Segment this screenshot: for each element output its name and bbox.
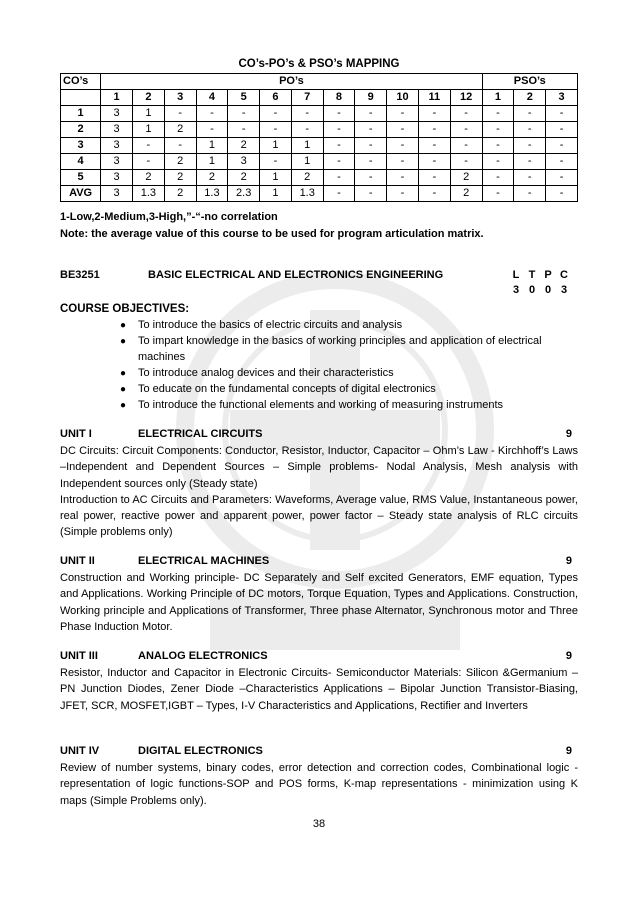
bullet-icon: ● xyxy=(120,383,127,395)
unit-paragraph: Introduction to AC Circuits and Parameters: Waveforms, Average value, RMS Value, Instantaneous power, real power, reactive power and apparent power, power factor – Steady state analysis of RLC circuits (Simple problems only) xyxy=(60,493,578,539)
table-cell: 3 xyxy=(101,122,133,138)
table-row xyxy=(61,106,578,122)
table-cell: 1 xyxy=(260,186,292,202)
po-number-header: 3 xyxy=(164,90,196,106)
correlation-legend: 1-Low,2-Medium,3-High,”-“-no correlation xyxy=(60,211,278,223)
list-item xyxy=(120,398,578,414)
unit-heading xyxy=(60,648,578,665)
unit-section xyxy=(60,648,578,714)
unit-name: UNIT III xyxy=(60,650,98,662)
objective-text: To introduce analog devices and their characteristics xyxy=(138,366,394,379)
unit-paragraph: DC Circuits: Circuit Components: Conductor, Resistor, Inductor, Capacitor – Ohm’s Law - Kirchhoff’s Laws –Independent and Dependent Sources – Simple problems- Nodal Analysis, Mesh analysis with Independent sources only (Steady state) xyxy=(60,445,578,490)
ltpc-value: 3 xyxy=(560,284,568,296)
unit-paragraph: Resistor, Inductor and Capacitor in Electronic Circuits- Semiconductor Materials: Silicon &Germanium – PN Junction Diodes, Zener Diode –Characteristics Applications – Bipolar Junction Transistor-Biasing, JFET, SCR, MOSFET,IGBT – Types, I-V Characteristics and Applications, Rectifier and Inverters xyxy=(60,667,578,712)
table-cell: - xyxy=(260,106,292,122)
table-cell: - xyxy=(355,154,387,170)
table-cell: 2 xyxy=(164,154,196,170)
table-row xyxy=(61,170,578,186)
unit-hours: 9 xyxy=(565,745,572,757)
table-cell: 3 xyxy=(101,138,133,154)
table-row xyxy=(61,186,578,202)
table-cell: 2 xyxy=(196,170,228,186)
mapping-note: Note: the average value of this course to be used for program articulation matrix. xyxy=(60,228,484,240)
table-cell: - xyxy=(228,106,260,122)
table-cell: - xyxy=(323,154,355,170)
ltpc-values xyxy=(508,284,578,296)
table-cell: - xyxy=(514,170,546,186)
co-po-mapping-table xyxy=(60,73,578,202)
table-row xyxy=(61,122,578,138)
po-number-header: 11 xyxy=(418,90,450,106)
bullet-icon: ● xyxy=(120,320,127,331)
unit-hours: 9 xyxy=(565,650,572,662)
table-cell: 2 xyxy=(228,138,260,154)
table-cell: 1.3 xyxy=(133,186,165,202)
co-label-cell: 3 xyxy=(61,138,101,154)
table-cell: - xyxy=(546,170,578,186)
unit-section xyxy=(60,426,578,541)
unit-section xyxy=(60,553,578,635)
po-number-header: 2 xyxy=(133,90,165,106)
table-cell: - xyxy=(450,122,482,138)
table-cell: 2 xyxy=(133,170,165,186)
table-number-row xyxy=(61,90,578,106)
table-cell: - xyxy=(418,186,450,202)
table-row xyxy=(61,154,578,170)
table-cell: - xyxy=(323,170,355,186)
table-cell: - xyxy=(418,170,450,186)
table-cell: 3 xyxy=(101,186,133,202)
bullet-icon: ● xyxy=(120,399,127,411)
table-cell: - xyxy=(355,106,387,122)
table-cell: 2 xyxy=(450,186,482,202)
course-code: BE3251 xyxy=(60,269,100,281)
pso-number-header: 2 xyxy=(514,90,546,106)
co-label-cell: 1 xyxy=(61,106,101,122)
unit-hours: 9 xyxy=(565,428,572,440)
table-cell: - xyxy=(514,154,546,170)
course-title: BASIC ELECTRICAL AND ELECTRONICS ENGINEERING xyxy=(148,269,444,281)
table-cell: - xyxy=(482,186,514,202)
table-cell: 1 xyxy=(196,138,228,154)
table-cell: 2 xyxy=(228,170,260,186)
unit-hours: 9 xyxy=(565,555,572,567)
ltpc-value: 0 xyxy=(544,284,552,296)
co-label-cell: 2 xyxy=(61,122,101,138)
objective-text: To introduce the functional elements and working of measuring instruments xyxy=(138,398,504,411)
table-cell: 1 xyxy=(291,138,323,154)
unit-title: ANALOG ELECTRONICS xyxy=(138,650,268,662)
table-cell: - xyxy=(482,170,514,186)
table-cell: - xyxy=(260,122,292,138)
ltpc-credits xyxy=(508,269,578,296)
page-number: 38 xyxy=(312,818,326,830)
unit-name: UNIT IV xyxy=(60,745,100,757)
co-header: CO’s xyxy=(61,74,101,90)
bullet-icon: ● xyxy=(120,336,127,347)
ltpc-labels xyxy=(508,269,578,281)
unit-name: UNIT II xyxy=(60,555,95,567)
table-cell: 2 xyxy=(164,186,196,202)
table-cell: 3 xyxy=(101,154,133,170)
table-cell: - xyxy=(450,106,482,122)
objectives-list xyxy=(120,318,578,414)
table-cell: - xyxy=(450,138,482,154)
table-cell: - xyxy=(323,186,355,202)
table-cell: - xyxy=(546,186,578,202)
table-cell: - xyxy=(164,106,196,122)
objective-text: To educate on the fundamental concepts of digital electronics xyxy=(138,382,436,395)
table-cell: 1 xyxy=(196,154,228,170)
po-number-header: 12 xyxy=(450,90,482,106)
table-cell: - xyxy=(482,122,514,138)
co-label-cell: 5 xyxy=(61,170,101,186)
mapping-legend-block xyxy=(60,209,484,243)
unit-title: ELECTRICAL MACHINES xyxy=(138,555,270,567)
table-cell: - xyxy=(514,122,546,138)
table-cell: - xyxy=(418,154,450,170)
table-cell: - xyxy=(387,122,419,138)
unit-heading xyxy=(60,743,578,760)
table-cell: 1.3 xyxy=(196,186,228,202)
table-cell: - xyxy=(482,106,514,122)
table-cell: - xyxy=(387,138,419,154)
po-number-header: 8 xyxy=(323,90,355,106)
table-cell: - xyxy=(387,106,419,122)
table-cell: - xyxy=(514,106,546,122)
list-item xyxy=(120,334,578,365)
objectives-heading: COURSE OBJECTIVES: xyxy=(60,303,190,315)
table-cell: - xyxy=(514,186,546,202)
po-number-header: 7 xyxy=(291,90,323,106)
table-cell: 3 xyxy=(101,106,133,122)
table-cell: - xyxy=(418,138,450,154)
objective-text: To impart knowledge in the basics of working principles and application of electrical machines xyxy=(138,335,542,363)
ltpc-label: C xyxy=(560,269,568,281)
unit-section xyxy=(60,743,578,809)
table-cell: - xyxy=(387,154,419,170)
table-cell: 2 xyxy=(164,170,196,186)
table-cell: - xyxy=(355,138,387,154)
table-cell: - xyxy=(260,154,292,170)
unit-heading xyxy=(60,426,578,443)
pso-number-header: 3 xyxy=(546,90,578,106)
table-cell: - xyxy=(482,154,514,170)
list-item xyxy=(120,366,578,382)
table-cell: - xyxy=(323,138,355,154)
table-header-row xyxy=(61,74,578,90)
list-item xyxy=(120,318,578,334)
table-cell: - xyxy=(133,154,165,170)
unit-paragraph: Review of number systems, binary codes, error detection and correction codes, Combinational logic - representation of logic functions-SOP and POS forms, K-map representations - minimization using K maps (Simple Problems only). xyxy=(60,762,578,807)
table-cell: - xyxy=(546,106,578,122)
table-cell: - xyxy=(546,154,578,170)
unit-title: ELECTRICAL CIRCUITS xyxy=(138,428,263,440)
unit-name: UNIT I xyxy=(60,428,92,440)
table-cell: - xyxy=(387,170,419,186)
empty-header-cell xyxy=(61,90,101,106)
unit-heading xyxy=(60,553,578,570)
co-label-cell: AVG xyxy=(61,186,101,202)
bullet-icon: ● xyxy=(120,367,127,379)
table-cell: - xyxy=(387,186,419,202)
pso-header: PSO’s xyxy=(482,74,577,90)
table-cell: 2 xyxy=(164,122,196,138)
table-cell: - xyxy=(355,186,387,202)
table-cell: - xyxy=(196,122,228,138)
table-cell: 2 xyxy=(291,170,323,186)
ltpc-label: P xyxy=(544,269,552,281)
table-row xyxy=(61,138,578,154)
table-cell: - xyxy=(196,106,228,122)
po-header: PO’s xyxy=(101,74,482,90)
co-label-cell: 4 xyxy=(61,154,101,170)
unit-paragraph: Construction and Working principle- DC Separately and Self excited Generators, EMF equation, Types and Applications. Working Principle of DC motors, Torque Equation, Types and Applications. Construction, Working principle and Applications of Transformer, Three phase Alternator, Synchronous motor and Three Phase Induction Motor. xyxy=(60,572,578,633)
po-number-header: 4 xyxy=(196,90,228,106)
table-cell: - xyxy=(164,138,196,154)
table-cell: 1 xyxy=(260,170,292,186)
table-cell: - xyxy=(514,138,546,154)
table-cell: - xyxy=(355,170,387,186)
po-number-header: 9 xyxy=(355,90,387,106)
ltpc-value: 0 xyxy=(528,284,536,296)
table-cell: - xyxy=(355,122,387,138)
table-cell: 2.3 xyxy=(228,186,260,202)
table-cell: - xyxy=(418,122,450,138)
table-cell: - xyxy=(133,138,165,154)
table-cell: - xyxy=(546,122,578,138)
table-cell: - xyxy=(228,122,260,138)
ltpc-value: 3 xyxy=(512,284,520,296)
table-cell: - xyxy=(418,106,450,122)
table-cell: 1 xyxy=(133,106,165,122)
objective-text: To introduce the basics of electric circuits and analysis xyxy=(138,319,403,331)
po-number-header: 1 xyxy=(101,90,133,106)
list-item xyxy=(120,382,578,398)
table-cell: - xyxy=(323,106,355,122)
table-cell: - xyxy=(546,138,578,154)
mapping-body xyxy=(61,106,578,202)
po-number-header: 5 xyxy=(228,90,260,106)
table-cell: 3 xyxy=(101,170,133,186)
pso-number-header: 1 xyxy=(482,90,514,106)
table-cell: 1.3 xyxy=(291,186,323,202)
table-cell: 1 xyxy=(291,154,323,170)
mapping-title: CO’s-PO’s & PSO’s MAPPING xyxy=(238,58,400,70)
table-cell: 1 xyxy=(260,138,292,154)
table-cell: - xyxy=(323,122,355,138)
po-number-header: 6 xyxy=(260,90,292,106)
table-cell: - xyxy=(450,154,482,170)
table-cell: - xyxy=(482,138,514,154)
table-cell: 1 xyxy=(133,122,165,138)
table-cell: - xyxy=(291,122,323,138)
table-cell: 2 xyxy=(450,170,482,186)
table-cell: - xyxy=(291,106,323,122)
ltpc-label: T xyxy=(528,269,536,281)
unit-title: DIGITAL ELECTRONICS xyxy=(138,745,263,757)
po-number-header: 10 xyxy=(387,90,419,106)
ltpc-label: L xyxy=(512,269,520,281)
table-cell: 3 xyxy=(228,154,260,170)
